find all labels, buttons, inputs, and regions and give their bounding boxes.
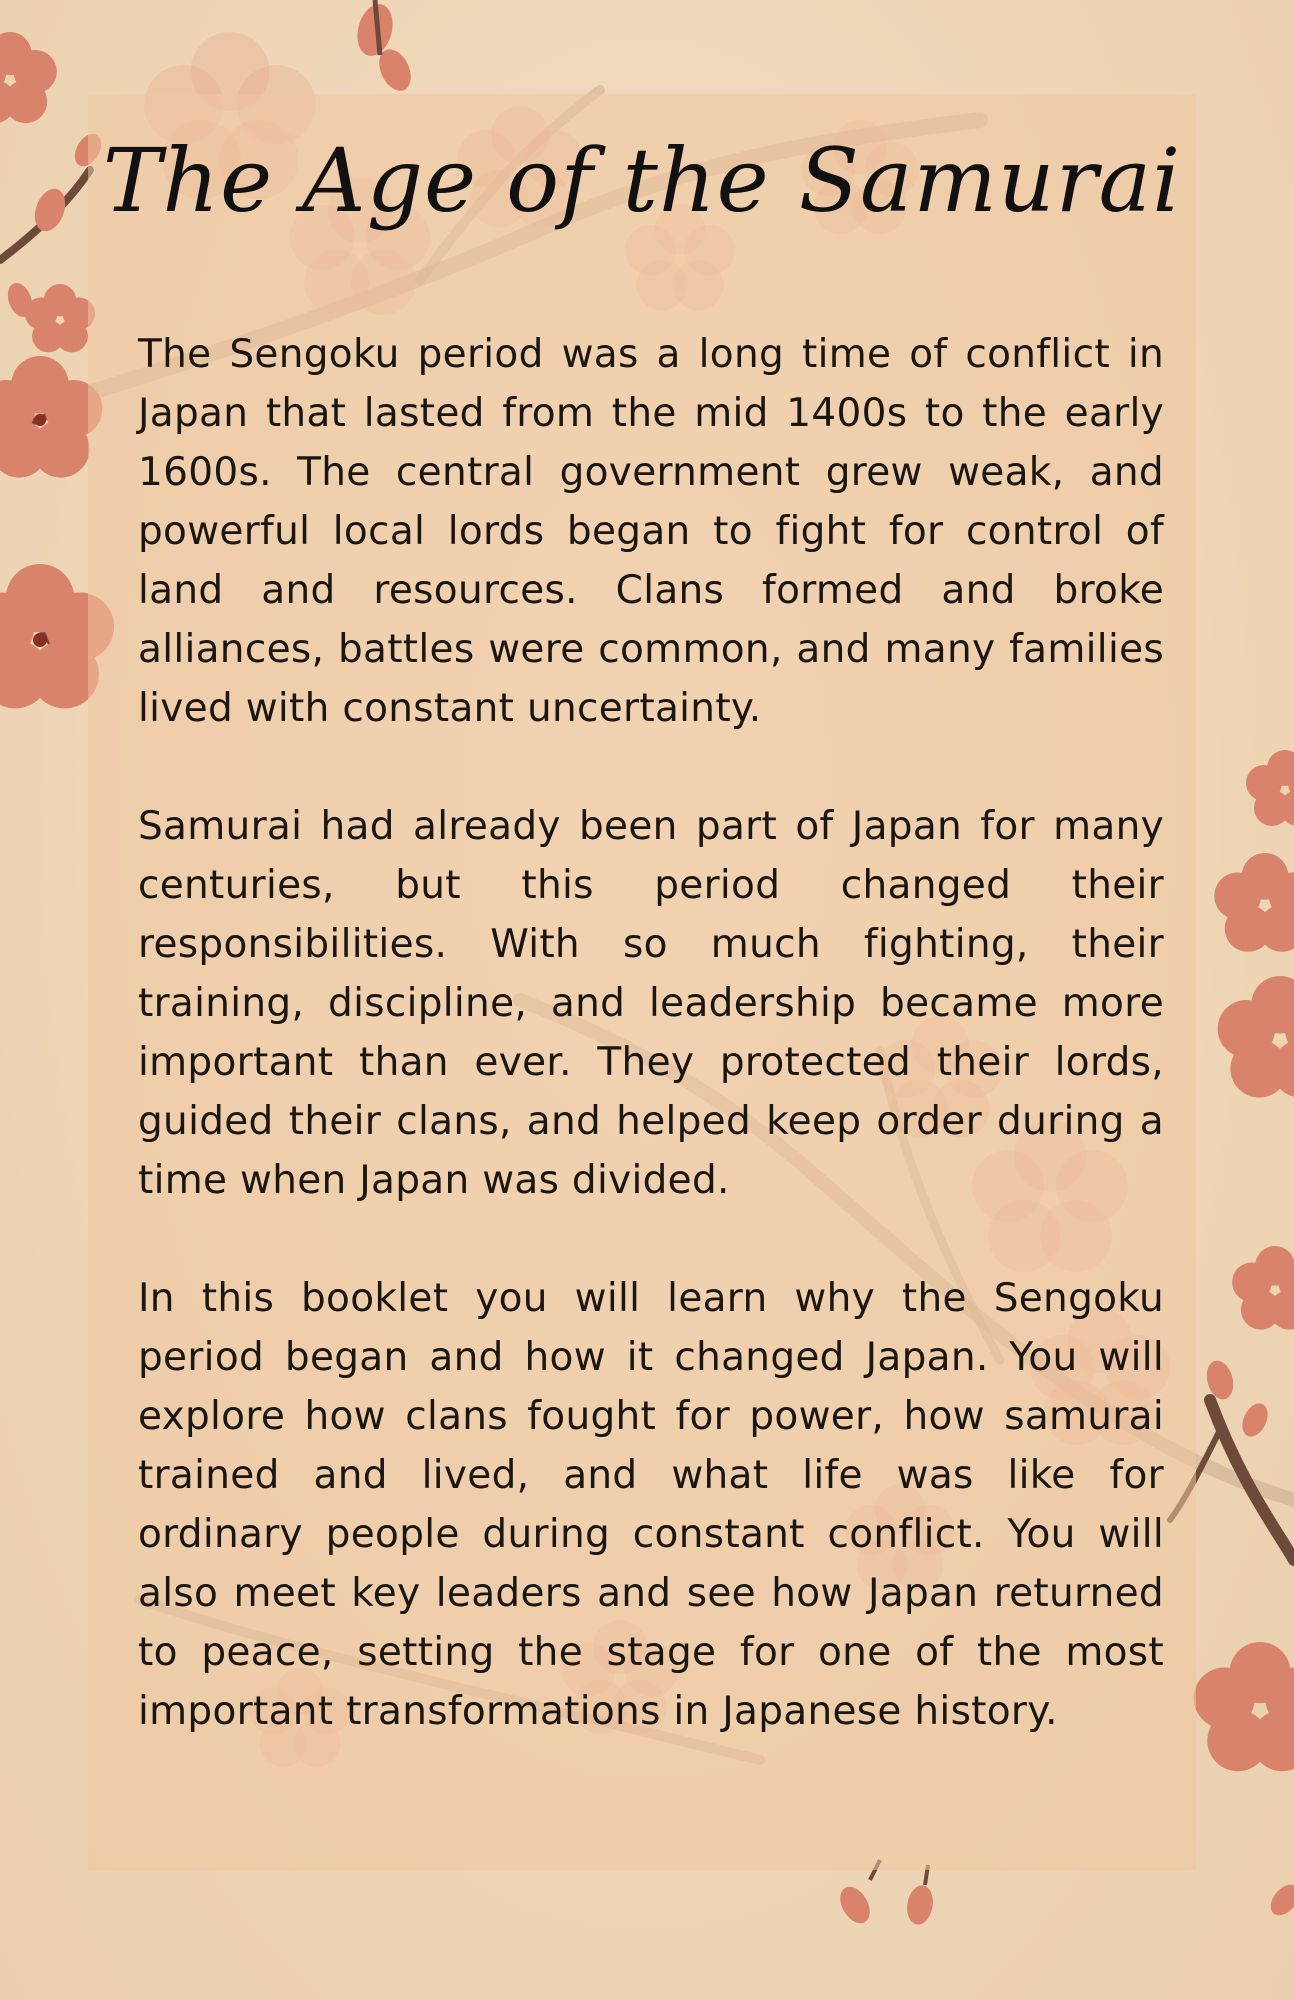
paragraph-2: Samurai had already been part of Japan for many centuries, but this period changed their responsibilities. With so much fighting, their training, discipline, and leadership became more important than ever. They protected their lords, guided their clans, and helped keep order during a time when Japan was divided.: [138, 804, 1164, 1203]
page-title: The Age of the Samurai: [102, 129, 1182, 232]
paragraph-1: The Sengoku period was a long time of conflict in Japan that lasted from the mid 1400s to the early 1600s. The central government grew weak, and powerful local lords began to fight for control of land and resources. Clans formed and broke alliances, battles were common, and many families lived with constant uncertainty.: [138, 332, 1164, 731]
paragraph-3: In this booklet you will learn why the Sengoku period began and how it changed Japan. You will explore how clans fought for power, how samurai trained and lived, and what life was like for ordinary people during constant conflict. You will also meet key leaders and see how Japan returned to peace, setting the stage for one of the most important transformations in Japanese history.: [138, 1276, 1164, 1734]
body-text: [138, 325, 1164, 1800]
